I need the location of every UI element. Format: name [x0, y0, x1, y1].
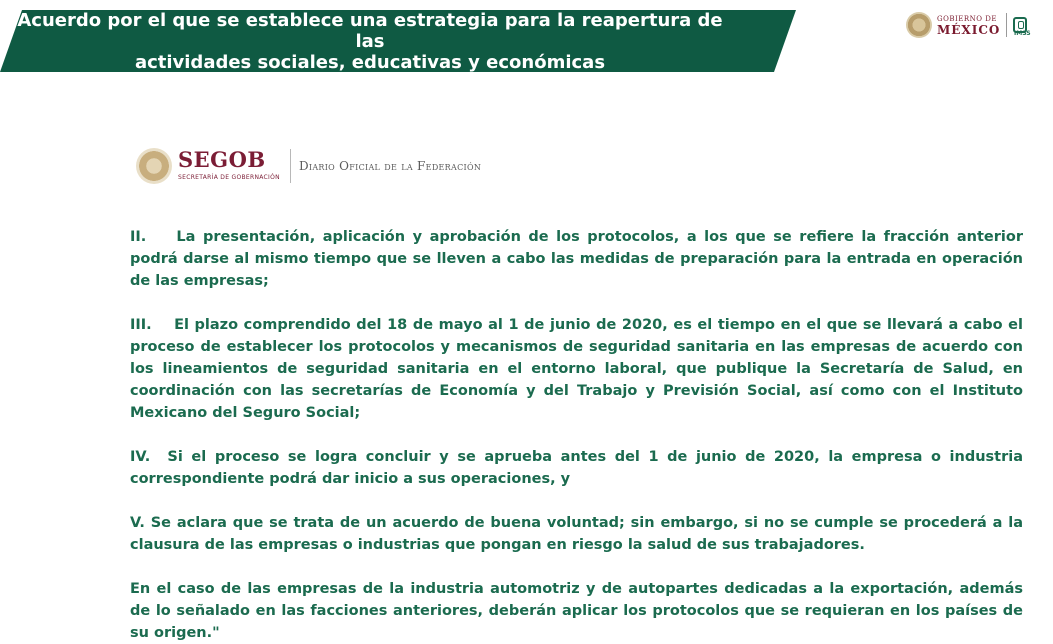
segob-seal-icon: [136, 148, 172, 184]
gov-logo-small: GOBIERNO DE: [937, 15, 997, 23]
letterhead-divider: [290, 149, 291, 183]
segob-letterhead: [136, 148, 481, 184]
page-title: [0, 10, 740, 73]
paragraph-fraction-ii: II. La presentación, aplicación y aprobación de los protocolos, a los que se refiere la fracción anterior podrá darse al mismo tiempo que se lleven a cabo las medidas de preparación para la entrada en operación de las empresas;: [130, 229, 1023, 289]
paragraph-fraction-iv: IV. Si el proceso se logra concluir y se aprueba antes del 1 de junio de 2020, la empresa o industria correspondiente podrá dar inicio a sus operaciones, y: [130, 449, 1023, 487]
segob-subtitle: SECRETARÍA DE GOBERNACIÓN: [178, 173, 280, 181]
mexico-seal-icon: [906, 12, 932, 38]
gov-logo-big: MÉXICO: [937, 23, 1001, 37]
imss-label: IMSS: [1014, 30, 1031, 37]
segob-name: SEGOB: [178, 146, 266, 172]
paragraph-fraction-iii: III. El plazo comprendido del 18 de mayo al 1 de junio de 2020, es el tiempo en el que se llevará a cabo el proceso de establecer los protocolos y mecanismos de seguridad sanitaria en las empresas de acuerdo con los lineamientos de seguridad sanitaria en el entorno laboral, que publique la Secretaría de Salud, en coordinación con las secretarías de Economía y del Trabajo y Previsión Social, así como con el Instituto Mexicano del Seguro Social;: [130, 317, 1023, 421]
gov-logo-text: [937, 14, 1000, 36]
paragraph-closing: En el caso de las empresas de la industria automotriz y de autopartes dedicadas a la exportación, además de lo señalado en las facciones anteriores, deberán aplicar los protocolos que se requieran en los países de su origen.": [130, 581, 1023, 641]
segob-logo-text: [178, 146, 280, 184]
page-title-line-1: Acuerdo por el que se establece una estrategia para la reapertura de las: [17, 10, 723, 52]
document-body: [130, 226, 1023, 644]
diario-oficial-label: Diario Oficial de la Federación: [298, 159, 482, 173]
page-title-line-2: actividades sociales, educativas y económicas: [134, 52, 606, 73]
logo-divider: [1006, 13, 1007, 37]
paragraph-fraction-v: V. Se aclara que se trata de un acuerdo de buena voluntad; sin embargo, si no se cumple se procederá a la clausura de las empresas o industrias que pongan en riesgo la salud de sus trabajadores.: [130, 515, 1023, 553]
gobierno-de-mexico-logo: [906, 12, 1027, 38]
